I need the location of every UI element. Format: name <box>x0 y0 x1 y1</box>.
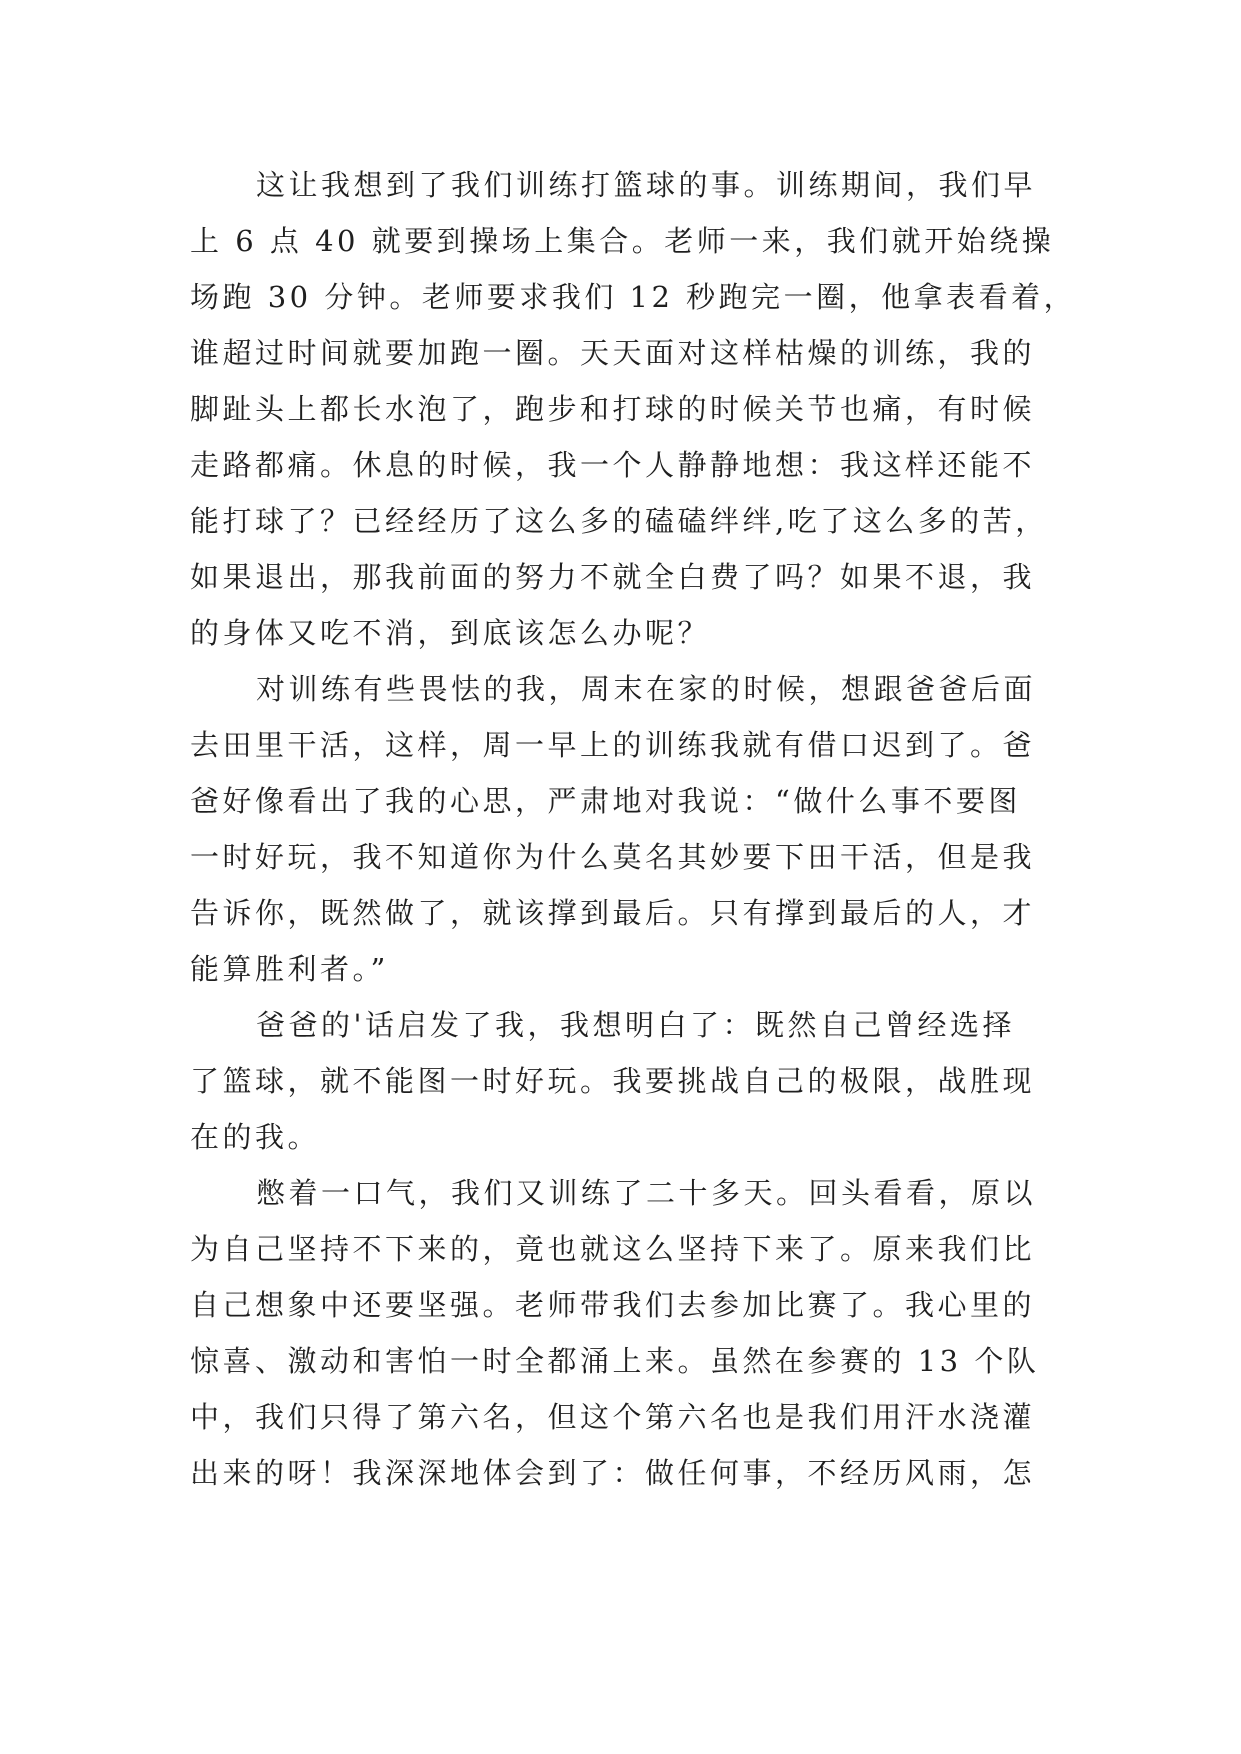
text-line: 自己想象中还要坚强。老师带我们去参加比赛了。我心里的 <box>190 1288 1036 1322</box>
text-line: 的身体又吃不消，到底该怎么办呢？ <box>190 616 711 650</box>
document-body <box>190 157 1077 1501</box>
text-line: 中，我们只得了第六名，但这个第六名也是我们用汗水浇灌 <box>190 1400 1036 1434</box>
paragraph-competition <box>190 1165 1070 1501</box>
text-line: 一时好玩，我不知道你为什么莫名其妙要下田干活，但是我 <box>190 840 1036 874</box>
text-line: 出来的呀！我深深地体会到了：做任何事，不经历风雨，怎 <box>190 1456 1036 1490</box>
text-line: 如果退出，那我前面的努力不就全白费了吗？如果不退，我 <box>190 560 1036 594</box>
text-line: 对训练有些畏怯的我，周末在家的时候，想跟爸爸后面 <box>256 672 1037 706</box>
text-line: 惊喜、激动和害怕一时全都涌上来。虽然在参赛的 13 个队 <box>190 1344 1040 1378</box>
text-line: 告诉你，既然做了，就该撑到最后。只有撑到最后的人，才 <box>190 896 1036 930</box>
paragraph-basketball-training <box>190 157 1077 661</box>
text-line: 爸爸的'话启发了我，我想明白了：既然自己曾经选择 <box>256 1008 1015 1042</box>
text-line: 能打球了？已经经历了这么多的磕磕绊绊,吃了这么多的苦， <box>190 504 1048 538</box>
text-line: 脚趾头上都长水泡了，跑步和打球的时候关节也痛，有时候 <box>190 392 1036 426</box>
text-line: 场跑 30 分钟。老师要求我们 12 秒跑完一圈，他拿表看着， <box>190 280 1077 314</box>
paragraph-father-advice <box>190 661 1070 997</box>
text-line: 去田里干活，这样，周一早上的训练我就有借口迟到了。爸 <box>190 728 1036 762</box>
text-line: 走路都痛。休息的时候，我一个人静静地想：我这样还能不 <box>190 448 1036 482</box>
text-line: 爸好像看出了我的心思，严肃地对我说：“做什么事不要图 <box>190 784 1021 818</box>
text-line: 为自己坚持不下来的，竟也就这么坚持下来了。原来我们比 <box>190 1232 1036 1266</box>
text-line: 憋着一口气，我们又训练了二十多天。回头看看，原以 <box>256 1176 1037 1210</box>
paragraph-realization <box>190 997 1070 1165</box>
text-line: 上 6 点 40 就要到操场上集合。老师一来，我们就开始绕操 <box>190 224 1055 258</box>
text-line: 谁超过时间就要加跑一圈。天天面对这样枯燥的训练，我的 <box>190 336 1036 370</box>
text-line: 在的我。 <box>190 1120 321 1154</box>
text-line: 这让我想到了我们训练打篮球的事。训练期间，我们早 <box>256 168 1037 202</box>
text-line: 了篮球，就不能图一时好玩。我要挑战自己的极限，战胜现 <box>190 1064 1036 1098</box>
text-line: 能算胜利者。” <box>190 952 389 986</box>
